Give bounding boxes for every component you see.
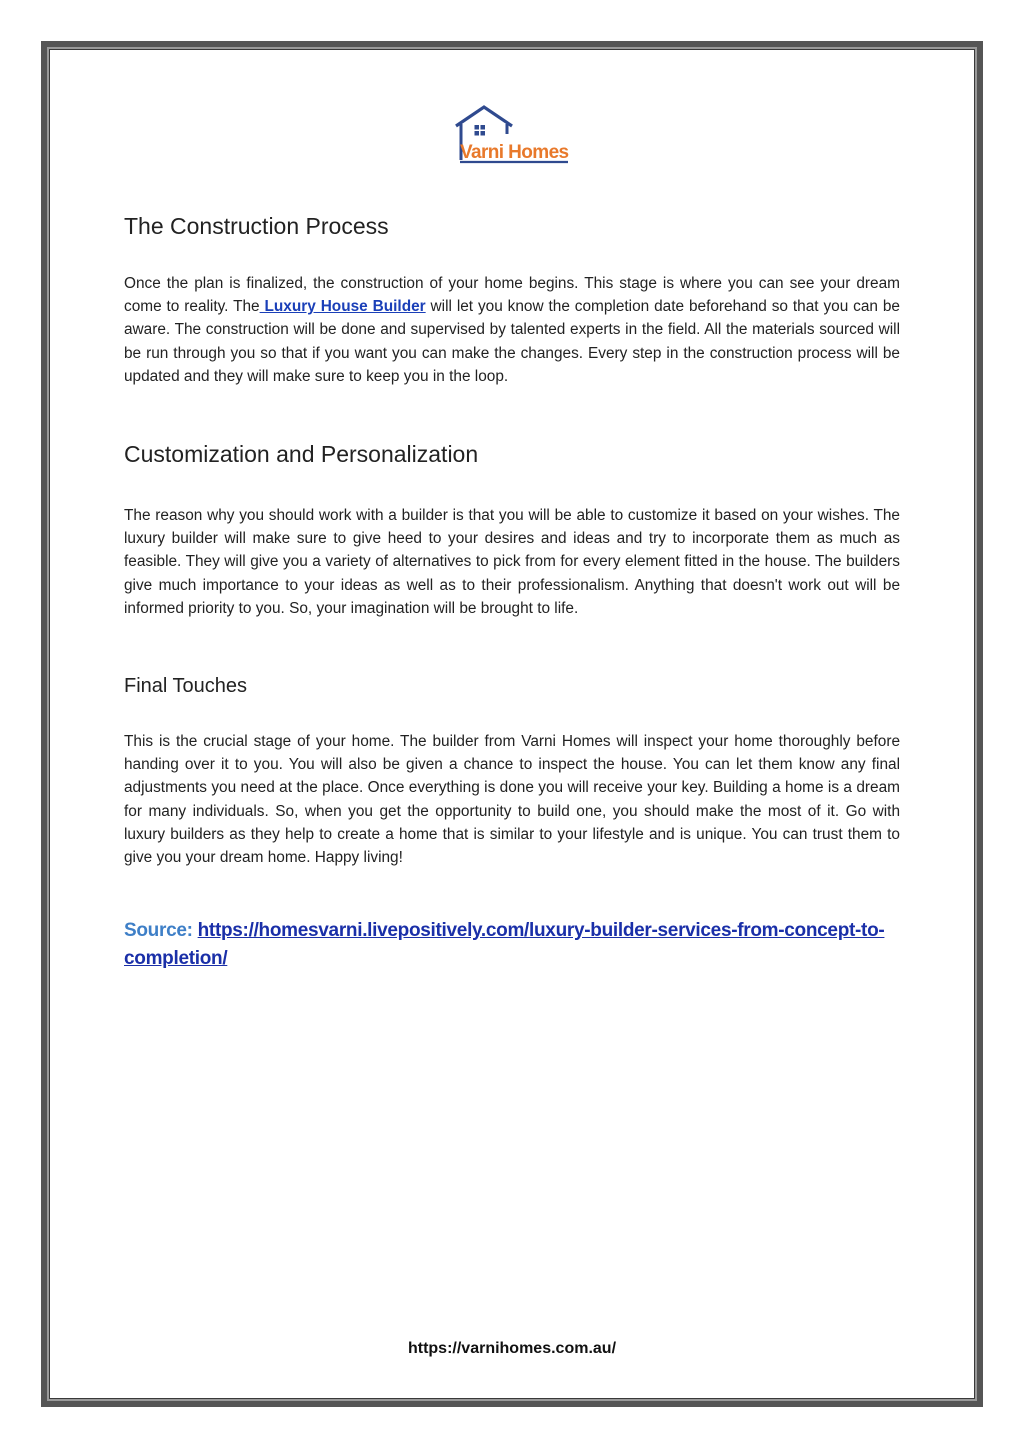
section-body-customization: The reason why you should work with a builder is that you will be able to customize it based on your wishes. The luxury builder will make sure to give heed to your desires and ideas and try to incorporate them as much as feasible. They will give you a variety of alternatives to pick from for every element fitted in the house. The builders give much importance to your ideas as well as to their professionalism. Anything that doesn't work out will be informed priority to you. So, your imagination will be brought to life. bbox=[124, 507, 900, 617]
section-body-construction bbox=[124, 272, 900, 388]
luxury-house-builder-link[interactable]: Luxury House Builder bbox=[259, 298, 426, 316]
footer-url[interactable]: https://varnihomes.com.au/ bbox=[407, 1340, 617, 1357]
varni-homes-logo bbox=[452, 104, 572, 166]
source-line bbox=[124, 917, 900, 973]
source-link[interactable]: https://homesvarni.livepositively.com/luxury-builder-services-from-concept-to-completion/ bbox=[124, 920, 885, 970]
section-title-customization: Customization and Personalization bbox=[124, 441, 479, 468]
construction-text-after-link: will let you know the completion date beforehand so that you can be aware. The construction will be done and supervised by talented experts in the field. All the materials sourced will be run through you so that if you want you can make the changes. Every step in the construction process will be updated and they will make sure to keep you in the loop. bbox=[124, 298, 900, 385]
section-title-final-touches: Final Touches bbox=[124, 675, 248, 698]
construction-text-before-link: Once the plan is finalized, the construction of your home begins. This stage is where you can see your dream come to reality. The bbox=[124, 275, 900, 316]
logo-text: Varni Homes bbox=[460, 142, 569, 163]
source-label: Source: bbox=[124, 920, 193, 942]
section-title-construction: The Construction Process bbox=[124, 213, 389, 239]
section-body-final-touches: This is the crucial stage of your home. The builder from Varni Homes will inspect your home thoroughly before handing over it to you. You will also be given a chance to inspect the house. You can let them know any final adjustments you need at the place. Once everything is done you will receive your key. Building a home is a dream for many individuals. So, when you get the opportunity to build one, you should make the most of it. Go with luxury builders as they help to create a home that is similar to your lifestyle and is unique. You can trust them to give you your dream home. Happy living! bbox=[124, 733, 900, 867]
document-content bbox=[124, 204, 900, 973]
